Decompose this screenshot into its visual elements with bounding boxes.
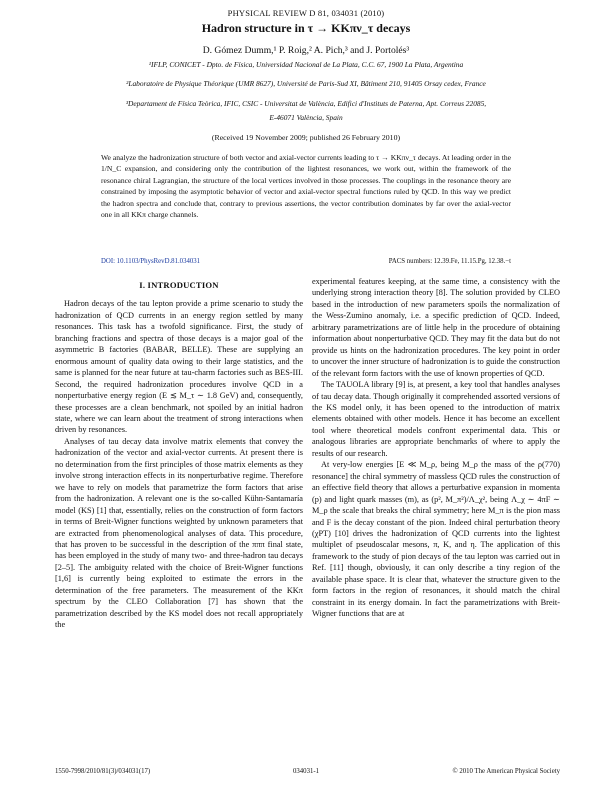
doi-line bbox=[101, 258, 200, 265]
abstract: We analyze the hadronization structure of both vector and axial-vector currents leading to τ → KKπν_τ decays. At leading order in the 1/N_C expansion, and considering only the contribution of the lightest resonances, we work out, within the framework of the resonance chiral Lagrangian, the structure of the local vertices involved in those processes. The couplings in the resonance theory are constrained by imposing the asymptotic behavior of vector and axial-vector spectral functions ruled by QCD. In this way we predict the hadron spectra and conclude that, contrary to previous assertions, the vector contribution dominates by far over the axial-vector one in all KKπ charge channels. bbox=[101, 153, 511, 220]
paragraph: Hadron decays of the tau lepton provide a prime scenario to study the hadronization of QCD currents in an energy region settled by many resonances. This task has a twofold significance. First, the study of branching fractions and spectra of those decays is a major goal of the asymmetric B factories (BABAR, BELLE). These are supplying an enormous amount of quality data owing to their large statistics, and the same is planned for the near future at tau-charm factories such as BES-III. Second, the required hadronization procedures involve QCD in a nonperturbative energy region (E ≲ M_τ ∼ 1.8 GeV) and, consequently, these processes are a clean benchmark, not spoiled by an initial hadron state, where we can learn about the treatment of strong interactions when driven by resonances. bbox=[55, 299, 303, 435]
affiliation-1: ¹IFLP, CONICET - Dpto. de Física, Universidad Nacional de La Plata, C.C. 67, 1900 La Plata, Argentina bbox=[148, 60, 464, 69]
footer-issn: 1550-7998/2010/81(3)/034031(17) bbox=[55, 768, 151, 775]
right-column bbox=[312, 276, 560, 620]
section-title: I. INTRODUCTION bbox=[139, 280, 219, 290]
doi-link[interactable]: DOI: 10.1103/PhysRevD.81.034031 bbox=[101, 258, 201, 265]
affiliation-2: ²Laboratoire de Physique Théorique (UMR 8627), Université de Paris-Sud XI, Bâtiment 210, 91405 Orsay cedex, France bbox=[126, 79, 486, 88]
paragraph: The TAUOLA library [9] is, at present, a key tool that handles analyses of tau decay data. Though originally it comprehended assorted versions of the KS model only, it has been opened to the introduction of matrix elements obtained with other models. Hence it has become an excellent tool where theoretical models confront experimental data. This or analogous libraries are appropriate benchmarks of where to apply the results of our research. bbox=[312, 380, 560, 458]
paragraph: At very-low energies [E ≪ M_ρ, being M_ρ the mass of the ρ(770) resonance] the chiral symmetry of massless QCD rules the construction of an effective field theory that allows a perturbative expansion in momenta (p) and light quark masses (m), as (p², M_π²)/Λ_χ², being Λ_χ ∼ 4πF ∼ M_ρ the scale that breaks the chiral symmetry; here M_π is the pion mass and F is the decay constant of the pion. Indeed chiral perturbation theory (χPT) [10] drives the hadronization of QCD currents into the lightest multiplet of pseudoscalar mesons, π, K, and η. The application of this framework to the study of pion decays of the tau lepton was carried out in Ref. [11] though, obviously, it can only describe a tiny region of the available phase space. It is clear that, whatever the structure given to the form factors in the region of resonances, it should match the chiral constraint in its energy domain. In fact the parametrizations with Breit-Wigner functions that are at bbox=[312, 460, 560, 619]
page-number: 034031-1 bbox=[292, 768, 320, 775]
paper-title: Hadron structure in τ → KKπν_τ decays bbox=[201, 21, 411, 35]
received-dates: (Received 19 November 2009; published 26 February 2010) bbox=[211, 133, 401, 142]
affiliation-3: ³Departament de Física Teòrica, IFIC, CSIC - Universitat de València, Edifici d'Instituts de Paterna, Apt. Correus 22085, bbox=[125, 99, 487, 108]
author-list: D. Gómez Dumm,¹ P. Roig,² A. Pich,³ and J. Portolés³ bbox=[202, 45, 410, 56]
paragraph: Analyses of tau decay data involve matrix elements that convey the hadronization of the vector and axial-vector currents. At present there is no determination from the first principles of those matrix elements as they involve strong interaction effects in its nonperturbative regime. Therefore we have to rely on models that parametrize the form factors that arise from the hadronization. A relevant one is the so-called Kühn-Santamaría model (KS) [1] that, essentially, relies on the construction of form factors in terms of Breit-Wigner functions weighted by unknown parameters that are extracted from phenomenological analyses of data. This procedure, that has proven to be successful in the description of the πππ final state, has been employed in the study of many two- and three-hadron tau decays [2–5]. The ambiguity related with the choice of Breit-Wigner functions [1,6] is currently being exploited to estimate the errors in the determination of the free parameters. The measurement of the KKπ spectrum by the CLEO Collaboration [7] has shown that the parametrization described by the KS model does not recall appropriately the bbox=[55, 436, 303, 630]
journal-header: PHYSICAL REVIEW D 81, 034031 (2010) bbox=[227, 8, 385, 18]
left-column bbox=[55, 270, 303, 631]
pacs-numbers: PACS numbers: 12.39.Fe, 11.15.Pg, 12.38.−t bbox=[388, 258, 511, 265]
paragraph: experimental features keeping, at the same time, a consistency with the underlying strong interaction theory [8]. The solution provided by CLEO based in the introduction of new parameters spoils the normalization of the Wess-Zumino anomaly, i.e. a specific prediction of QCD. Indeed, arbitrary parametrizations are of little help in the procedure of obtaining information about nonperturbative QCD. They may fit the data but do not provide us hints on the hadronization procedures. The key point in order to uncover the inner structure of hadronization is to guide the construction of the relevant form factors with the use of known properties of QCD. bbox=[312, 277, 560, 378]
affiliation-3-cont: E-46071 València, Spain bbox=[269, 113, 343, 122]
copyright: © 2010 The American Physical Society bbox=[452, 768, 560, 775]
